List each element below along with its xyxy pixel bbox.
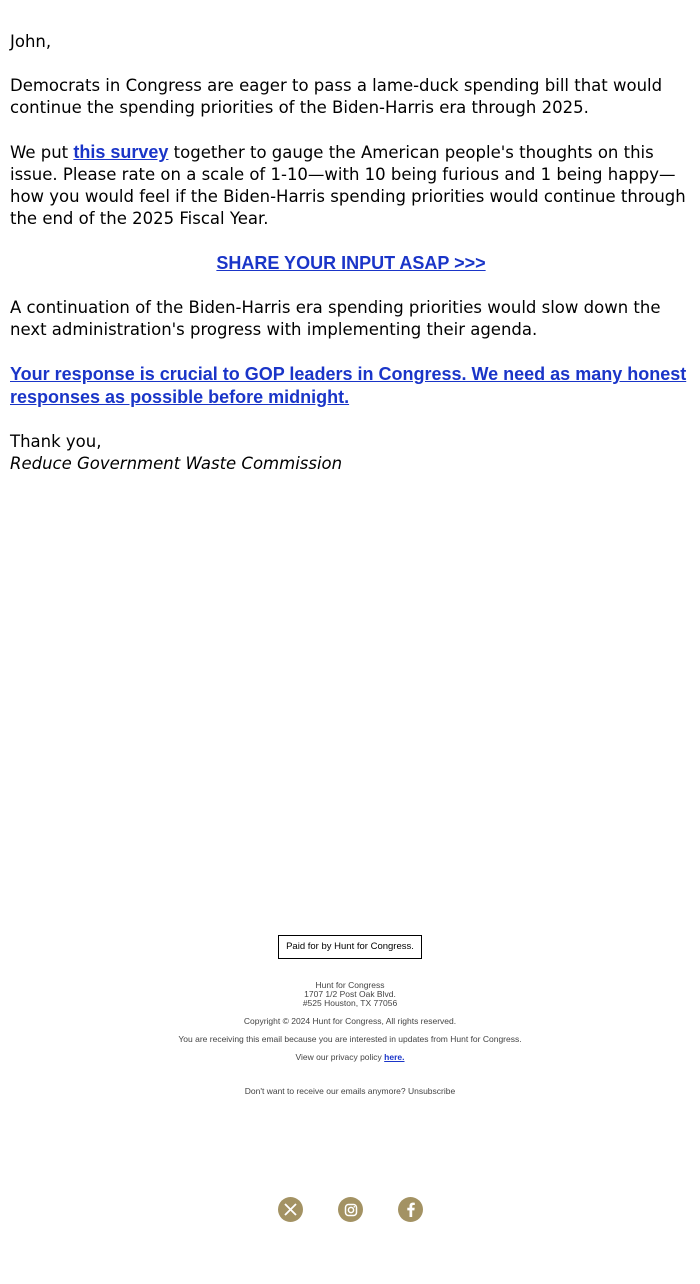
- instagram-icon[interactable]: [338, 1197, 363, 1222]
- email-body: [10, 31, 692, 497]
- signature: Reduce Government Waste Commission: [10, 454, 343, 473]
- address-line-1: 1707 1/2 Post Oak Blvd.: [304, 989, 396, 999]
- address-line-2: #525 Houston, TX 77056: [302, 998, 398, 1008]
- cta-row: [10, 252, 692, 275]
- org-name: Hunt for Congress: [315, 980, 385, 990]
- facebook-icon[interactable]: [398, 1197, 423, 1222]
- social-links: [0, 1197, 700, 1223]
- intro-paragraph: Democrats in Congress are eager to pass a lame-duck spending bill that would continue the spending priorities of the Biden-Harris era through 2025.: [10, 76, 663, 117]
- unsubscribe-link[interactable]: Don't want to receive our emails anymore? Unsubscribe: [244, 1086, 456, 1096]
- privacy-line: View our privacy policy here.: [295, 1052, 405, 1062]
- copyright: Copyright © 2024 Hunt for Congress, All rights reserved.: [243, 1016, 457, 1026]
- greeting: John,: [10, 32, 52, 51]
- signoff: Thank you,: [10, 432, 102, 451]
- continuation-paragraph: A continuation of the Biden-Harris era spending priorities would slow down the next administration's progress with implementing their agenda.: [10, 298, 661, 339]
- privacy-policy-link[interactable]: here.: [384, 1052, 405, 1062]
- urgent-response-link[interactable]: Your response is crucial to GOP leaders in Congress. We need as many honest responses as possible before midnight.: [10, 364, 687, 407]
- urgent-paragraph: [10, 363, 692, 409]
- email-footer: [0, 935, 700, 1096]
- survey-link[interactable]: this survey: [73, 142, 169, 162]
- survey-paragraph: We put this survey together to gauge the American people's thoughts on this issue. Please rate on a scale of 1-10—with 10 being furious and 1 being happy—how you would feel if the Biden-Harris spending priorities would continue through the end of the 2025 Fiscal Year.: [10, 142, 686, 228]
- mailing-address: [0, 981, 700, 1008]
- signoff-block: [10, 431, 692, 475]
- share-input-button[interactable]: SHARE YOUR INPUT ASAP >>>: [216, 253, 486, 273]
- x-icon[interactable]: [278, 1197, 303, 1222]
- paid-for-disclaimer: Paid for by Hunt for Congress.: [278, 935, 422, 959]
- receiving-notice: You are receiving this email because you are interested in updates from Hunt for Congress.: [178, 1034, 522, 1044]
